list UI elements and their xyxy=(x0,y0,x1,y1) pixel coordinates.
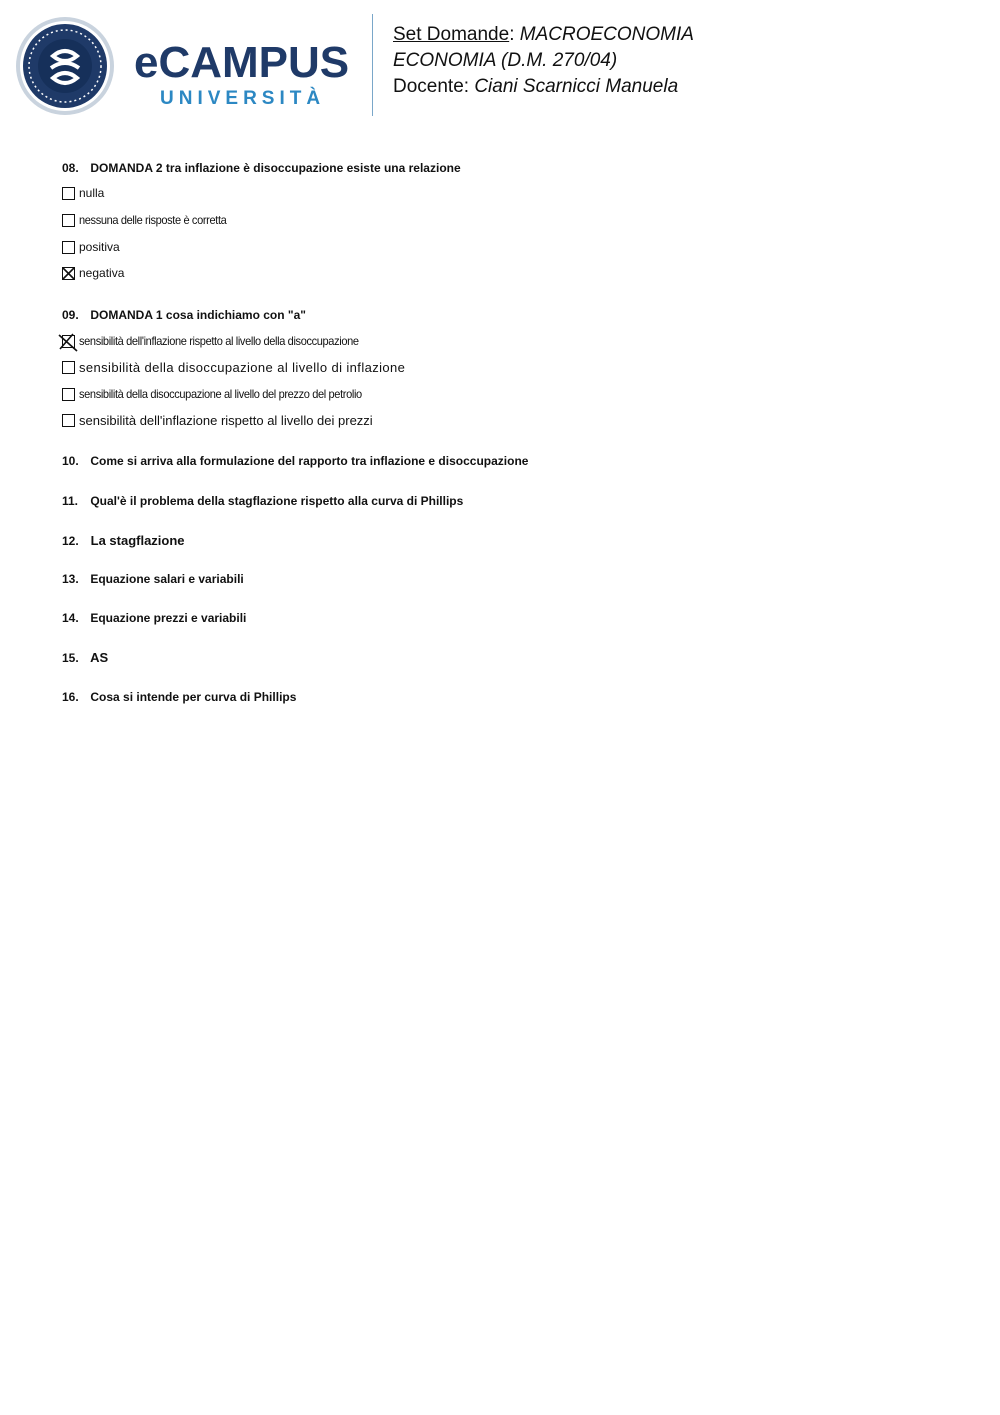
question-16 xyxy=(62,690,296,704)
question-text: Equazione salari e variabili xyxy=(90,572,244,586)
question-number: 09. xyxy=(62,308,79,322)
question-number: 15. xyxy=(62,651,79,665)
course-subtitle: ECONOMIA (D.M. 270/04) xyxy=(393,50,618,71)
answer-text: sensibilità dell'inflazione rispetto al livello dei prezzi xyxy=(79,413,373,428)
answer-option[interactable] xyxy=(62,413,373,428)
brand-name: eCAMPUS xyxy=(134,38,350,87)
answer-text: positiva xyxy=(79,240,120,254)
answer-option[interactable] xyxy=(62,240,120,254)
set-label: Set Domande xyxy=(393,24,510,45)
question-08 xyxy=(62,161,461,175)
question-number: 13. xyxy=(62,572,79,586)
question-number: 12. xyxy=(62,534,79,548)
question-13 xyxy=(62,572,244,586)
answer-text: nessuna delle risposte è corretta xyxy=(79,213,227,227)
question-text: DOMANDA 1 cosa indichiamo con "a" xyxy=(90,308,306,322)
answer-text: sensibilità della disoccupazione al livello del prezzo del petrolio xyxy=(79,387,362,401)
brand-subtitle: UNIVERSITÀ xyxy=(160,88,326,109)
question-14 xyxy=(62,611,246,625)
document-header xyxy=(0,0,1000,130)
answer-text: sensibilità dell'inflazione rispetto al livello della disoccupazione xyxy=(79,334,359,348)
question-text: DOMANDA 2 tra inflazione è disoccupazione esiste una relazione xyxy=(90,161,461,175)
checkbox-checked[interactable] xyxy=(62,335,75,348)
answer-option[interactable] xyxy=(62,387,386,401)
question-11 xyxy=(62,494,463,508)
question-text: Come si arriva alla formulazione del rapporto tra inflazione e disoccupazione xyxy=(90,454,529,468)
answer-text: sensibilità della disoccupazione al livello di inflazione xyxy=(79,360,406,375)
course-line-1 xyxy=(393,22,694,48)
answer-option[interactable] xyxy=(62,360,405,375)
question-10 xyxy=(62,454,528,468)
checkbox[interactable] xyxy=(62,187,75,200)
checkbox[interactable] xyxy=(62,414,75,427)
course-title: MACROECONOMIA xyxy=(519,24,694,45)
ecampus-seal-logo-icon xyxy=(15,16,115,116)
checkbox[interactable] xyxy=(62,361,75,374)
question-text: AS xyxy=(90,650,109,665)
question-09 xyxy=(62,308,306,322)
set-colon: : xyxy=(509,24,515,45)
header-info xyxy=(393,22,694,100)
question-15 xyxy=(62,650,108,665)
question-number: 14. xyxy=(62,611,79,625)
docente-label: Docente: xyxy=(393,76,470,97)
answer-text: nulla xyxy=(79,186,105,200)
question-text: Qual'è il problema della stagflazione rispetto alla curva di Phillips xyxy=(90,494,464,508)
answer-option[interactable] xyxy=(62,213,239,227)
checkbox[interactable] xyxy=(62,388,75,401)
question-number: 11. xyxy=(62,494,79,508)
check-cross-icon xyxy=(58,333,80,353)
checkbox[interactable] xyxy=(62,214,75,227)
answer-option[interactable] xyxy=(62,334,383,348)
answer-option[interactable] xyxy=(62,186,104,200)
checkbox[interactable] xyxy=(62,241,75,254)
brand-logo xyxy=(130,38,356,112)
question-text: Equazione prezzi e variabili xyxy=(90,611,247,625)
docente-name: Ciani Scarnicci Manuela xyxy=(474,76,679,97)
question-number: 10. xyxy=(62,454,79,468)
question-number: 08. xyxy=(62,161,79,175)
checkbox-checked[interactable] xyxy=(62,267,75,280)
check-cross-icon xyxy=(62,267,75,280)
course-line-2 xyxy=(393,48,694,74)
question-12 xyxy=(62,533,185,548)
answer-option[interactable] xyxy=(62,266,124,280)
header-divider xyxy=(372,14,373,116)
question-number: 16. xyxy=(62,690,79,704)
docente-line xyxy=(393,74,694,100)
question-text: Cosa si intende per curva di Phillips xyxy=(90,690,297,704)
answer-text: negativa xyxy=(79,266,125,280)
question-text: La stagflazione xyxy=(90,533,185,548)
